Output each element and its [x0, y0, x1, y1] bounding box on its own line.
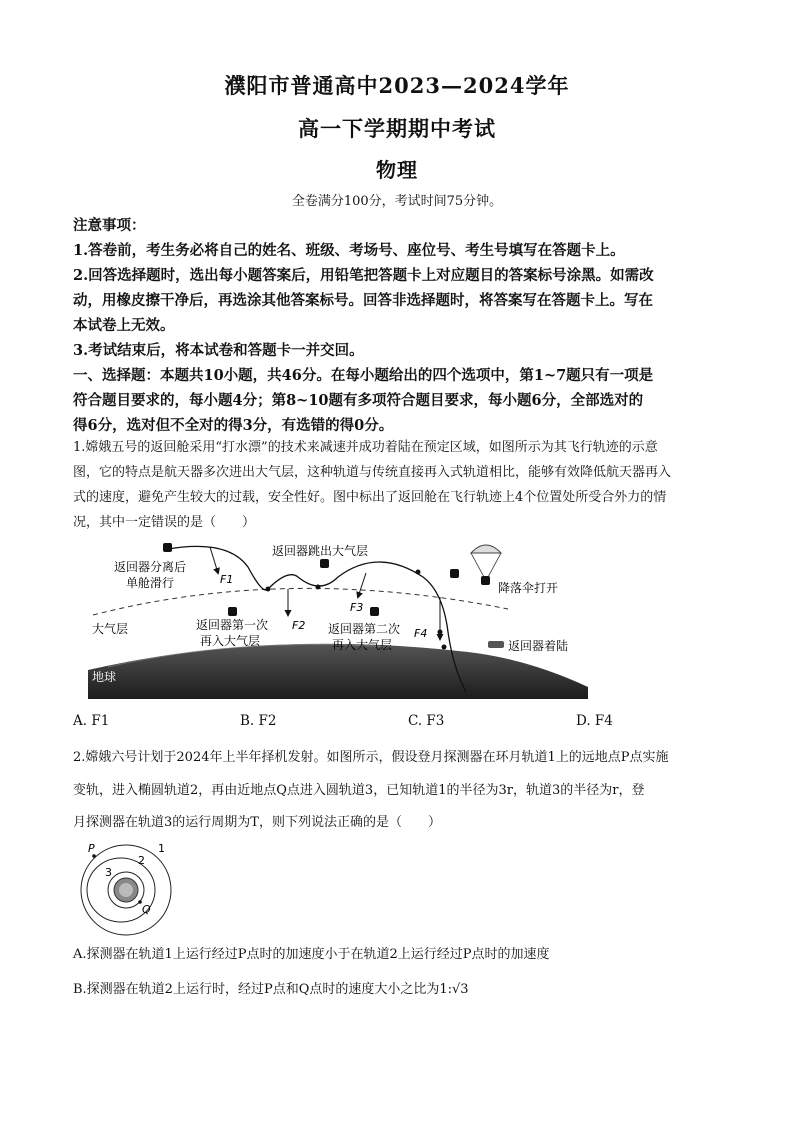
parachute-icon	[471, 545, 501, 553]
label-f2: F2	[292, 619, 306, 632]
point-q-label: Q	[142, 903, 151, 916]
q1-option-a[interactable]: A. F1	[73, 713, 110, 729]
capsule-icon	[450, 569, 459, 578]
exam-title: 濮阳市普通高中2023—2024学年	[224, 73, 570, 98]
q2-text: 变轨，进入椭圆轨道2，再由近地点Q点进入圆轨道3，已知轨道1的半径为3r，轨道3的半径为r，登	[73, 783, 645, 798]
q1-option-d[interactable]: D. F4	[576, 713, 613, 729]
q1-text: 式的速度，避免产生较大的过载，安全性好。图中标出了返回舱在飞行轨迹上4个位置处所受合外力的情	[73, 490, 667, 505]
q2-option-b[interactable]: B.探测器在轨道2上运行时，经过P点和Q点时的速度大小之比为1:√3	[73, 982, 469, 997]
q2-text: 2.嫦娥六号计划于2024年上半年择机发射。如图所示，假设登月探测器在环月轨道1上的远地点P点实施	[73, 750, 669, 765]
subject-title: 物理	[376, 158, 418, 182]
section-instructions: 符合题目要求的，每小题4分；第8~10题有多项符合题目要求，每小题6分，全部选对的	[73, 392, 644, 409]
q1-text: 1.嫦娥五号的返回舱采用“打水漂”的技术来减速并成功着陆在预定区域，如图所示为其飞行轨迹的示意	[73, 440, 658, 455]
capsule-icon	[370, 607, 379, 616]
exam-subtitle: 高一下学期期中考试	[298, 116, 496, 141]
q2-text: 月探测器在轨道3的运行周期为T，则下列说法正确的是（ ）	[73, 815, 441, 830]
notice-item: 本试卷上无效。	[73, 317, 175, 334]
notice-item: 动，用橡皮擦干净后，再选涂其他答案标号。回答非选择题时，将答案写在答题卡上。写在	[73, 292, 653, 309]
capsule-icon	[228, 607, 237, 616]
notice-item: 1.答卷前，考生务必将自己的姓名、班级、考场号、座位号、考生号填写在答题卡上。	[73, 242, 625, 259]
notice-item: 2.回答选择题时，选出每小题答案后，用铅笔把答题卡上对应题目的答案标号涂黑。如需改	[73, 267, 654, 284]
q1-option-b[interactable]: B. F2	[240, 713, 277, 729]
label-atmosphere: 大气层	[92, 622, 129, 636]
force-arrow-f3	[358, 573, 366, 597]
section-instructions: 一、选择题：本题共10小题，共46分。在每小题给出的四个选项中，第1~7题只有一项是	[73, 367, 654, 384]
reentry-trajectory-figure	[88, 537, 588, 699]
label-first-reentry: 返回器第一次	[196, 618, 269, 632]
orbit-3-label: 3	[105, 866, 112, 879]
capsule-icon	[163, 543, 172, 552]
capsule-icon	[320, 559, 329, 568]
label-second-reentry: 返回器第二次	[328, 622, 401, 636]
q1-text: 况，其中一定错误的是（ ）	[73, 515, 256, 530]
label-f1: F1	[220, 573, 234, 586]
label-earth: 地球	[92, 670, 117, 684]
label-second-reentry: 再入大气层	[332, 638, 393, 652]
orbit-1-label: 1	[158, 842, 165, 855]
atmosphere-boundary	[93, 588, 508, 615]
label-separate: 返回器分离后	[114, 560, 187, 574]
label-first-reentry: 再入大气层	[200, 634, 261, 648]
point-p-label: P	[88, 842, 95, 855]
orbit-2-label: 2	[138, 854, 145, 867]
notice-heading: 注意事项：	[73, 217, 146, 234]
q2-option-a[interactable]: A.探测器在轨道1上运行经过P点时的加速度小于在轨道2上运行经过P点时的加速度	[73, 947, 550, 962]
landed-capsule-icon	[488, 641, 504, 648]
label-f4: F4	[414, 627, 428, 640]
label-f3: F3	[350, 601, 364, 614]
label-skip-out: 返回器跳出大气层	[272, 544, 369, 558]
notice-item: 3.考试结束后，将本试卷和答题卡一并交回。	[73, 342, 364, 359]
section-instructions: 得6分，选对但不全对的得3分，有选错的得0分。	[73, 417, 394, 434]
q1-text: 图，它的特点是航天器多次进出大气层，这种轨道与传统直接再入式轨道相比，能够有效降低航天器再入	[73, 465, 672, 480]
force-arrow-f1	[210, 547, 218, 573]
orbit-figure	[78, 838, 178, 938]
label-landing: 返回器着陆	[508, 639, 569, 653]
label-glide: 单舱滑行	[126, 576, 175, 590]
q1-option-c[interactable]: C. F3	[408, 713, 445, 729]
label-parachute: 降落伞打开	[498, 581, 559, 595]
score-note: 全卷满分100分，考试时间75分钟。	[291, 194, 503, 209]
